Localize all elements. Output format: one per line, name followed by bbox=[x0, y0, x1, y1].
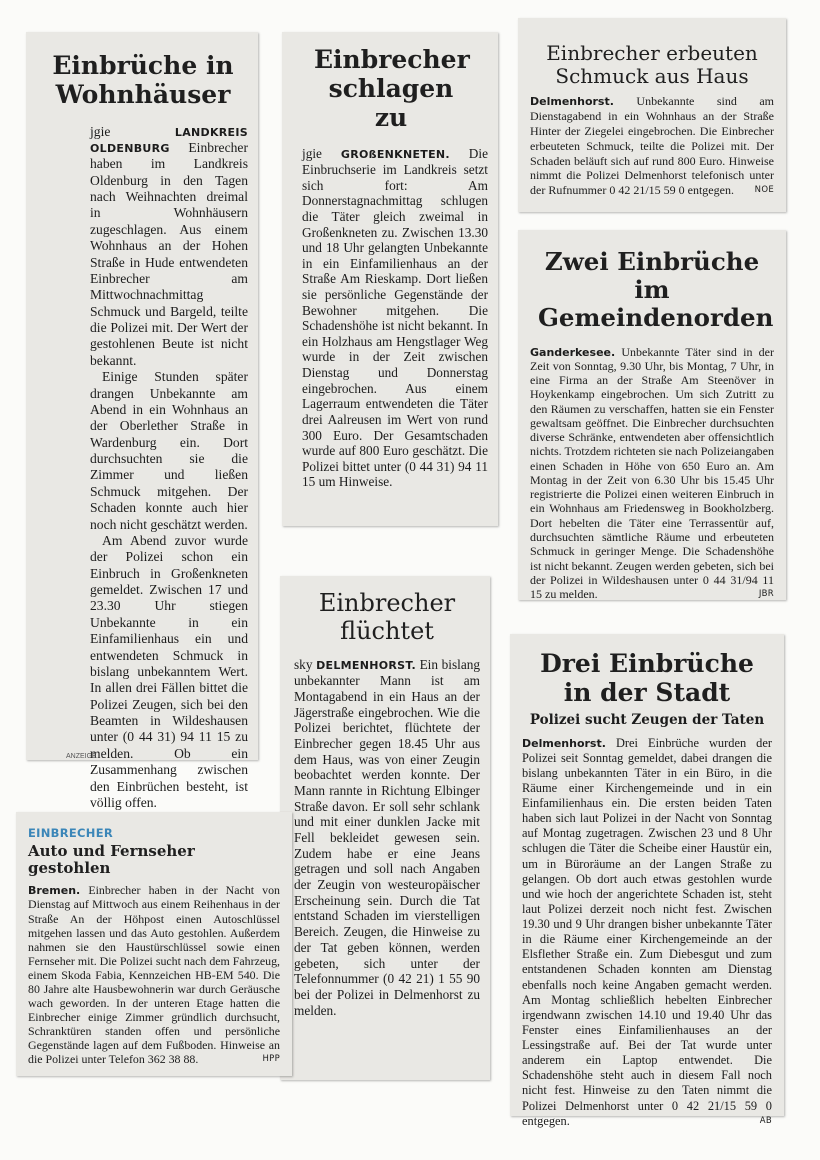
paragraph: Drei Einbrüche wurden der Polizei seit Sonntag gemeldet, dabei drangen die bislang unbekannten Täter in ein Büro, in die Räume einer Kirchengemeinde und in ein Einfamilienhaus ein. Die ersten beiden Taten haben sich laut Polizei in der Nacht von Sonntag auf Montag zugetragen. Zwischen 23 und 8 Uhr schlugen die Täter die Scheibe einer Haustür ein, um in Büroräume an der Langen Straße zu gelangen. Ob dort auch etwas gestohlen wurde und wie hoch der angerichtete Schaden ist, steht laut Polizei derzeit noch nicht fest. Zwischen 19.30 und 9 Uhr drangen bisher unbekannte Täter in die Räume einer Kirchengemeinde an der Elsflether Straße ein. Zum Diebesgut und zum entstandenen Schaden konnten am Dienstag ebenfalls noch keine Angaben gemacht werden. Am Montag schließlich hebelten Einbrecher irgendwann zwischen 14.10 und 19.40 Uhr das Fenster eines Einfamilienhauses an der Lessingstraße auf. Bei der Tat wurde unter anderem ein Laptop entwendet. Die Schadenshöhe steht auch in diesem Fall noch nicht fest. Hinweise zu den Taten nimmt die Polizei Delmenhorst unter 0 42 21/15 59 0 entgegen. bbox=[522, 735, 772, 1128]
paragraph: Ein bislang unbekannter Mann ist am Montagabend in ein Haus an der Jägerstraße eingebrochen. Wie die Polizei berichtet, flüchtete der Einbrecher gegen 18.45 Uhr aus dem Haus, was von einer Zeugin beobachtet werden konnte. Der Mann rannte in Richtung Elbinger Straße davon. Er soll sehr schlank und mit einer dunklen Jacke mit Fell bekleidet gewesen sein. Zudem habe er eine Jeans getragen und soll nach Angaben der Zeugin von westeuropäischer Erscheinung sein. Durch die Tat entstand Schaden im vierstelligen Bereich. Zeugen, die Hinweise zu der Tat geben können, werden gebeten, sich unter der Telefonnummer (0 42 21) 1 55 90 bei der Polizei in Delmenhorst zu melden. bbox=[294, 657, 481, 1018]
clipping-headline: Einbrecher schlagen zu bbox=[314, 45, 470, 132]
dateline: Delmenhorst. bbox=[530, 95, 614, 108]
clipping-body bbox=[28, 883, 280, 1067]
clipping-einbrueche-wohnhaeuser bbox=[26, 32, 258, 810]
clipping-einbrecher-schlagen-zu bbox=[282, 32, 498, 526]
author-initials: JBR bbox=[758, 589, 774, 600]
clipping-drei-einbrueche bbox=[510, 634, 784, 1128]
clipping-subtitle: Polizei sucht Zeugen der Taten bbox=[529, 711, 765, 728]
author-initials: AB bbox=[759, 1115, 772, 1126]
author-tag: jgie bbox=[90, 123, 111, 139]
paragraph: Unbekannte sind am Dienstagabend in ein Wohnhaus an der Straße Hinter der Ziegelei eingebrochen. Die Einbrecher erbeuteten Schmuck, teilte die Polizei mit. Der Schaden beläuft sich auf rund 800 Euro. Hinweise nimmt die Polizei Delmenhorst telefonisch unter der Rufnummer 0 42 21/15 59 0 entgegen. bbox=[530, 94, 774, 198]
clipping-body bbox=[294, 657, 480, 1018]
clipping-body bbox=[530, 345, 774, 602]
clipping-headline: Zwei Einbrüche im Gemeindenorden bbox=[538, 247, 774, 333]
clipping-body bbox=[38, 124, 248, 812]
dateline: LANDKREIS OLDENBURG bbox=[90, 125, 248, 155]
author-initials: HPP bbox=[262, 1053, 280, 1064]
clipping-body bbox=[294, 146, 488, 490]
paragraph: Am Abend zuvor wurde der Polizei schon ein Einbruch in Großenkneten gemeldet. Zwischen 17 und 23.30 Uhr stiegen Unbekannte in ein Einfamilienhaus ein und entwendeten Schmuck in bislang unbekanntem Wert. In allen drei Fällen bittet die Polizei Zeugen, sich bei den Beamten in Wildeshausen unter (0 44 31) 94 11 15 zu melden. Ob ein Zusammenhang zwischen den Einbrüchen besteht, ist völlig offen. bbox=[90, 532, 248, 810]
clipping-headline: Einbrüche in Wohnhäuser bbox=[52, 51, 234, 109]
dateline: GROßENKNETEN. bbox=[340, 148, 450, 162]
clipping-headline: Auto und Fernseher gestohlen bbox=[28, 842, 195, 878]
topic-label: EINBRECHER bbox=[28, 826, 114, 840]
clipping-headline: Einbrecher flüchtet bbox=[318, 589, 456, 645]
clipping-body bbox=[522, 736, 772, 1129]
clipping-body bbox=[530, 94, 774, 198]
paragraph: Unbekannte Täter sind in der Zeit von Sonntag, 9.30 Uhr, bis Montag, 7 Uhr, in eine Firma an der Straße Am Steenöver in Hoykenkamp eingebrochen. Um sich Zutritt zu den Räumen zu verschaffen, hatten sie ein Fenster gewaltsam geöffnet. Die Einbrecher durchsuchten diverse Schränke, entwendeten aber offensichtlich nichts. Trotzdem richteten sie nach Polizeiangaben einen Schaden in Höhe von 650 Euro an. Am Montag in der Zeit von 6.30 Uhr bis 15.45 Uhr registrierte die Polizei einen weiteren Einbruch in ein Wohnhaus am Friedensweg in Bookholzberg. Dort hebelten die Täter eine Terrassentür auf, durchsuchten sämtliche Räume und erbeuteten Schmuck in geringer Menge. Die Schadenshöhe ist nicht bekannt. Zeugen werden gebeten, sich bei der Polizei in Wildeshausen unter 0 44 31/94 11 15 zu melden. bbox=[530, 344, 774, 602]
dateline: Bremen. bbox=[28, 883, 81, 897]
clipping-schmuck-aus-haus bbox=[518, 18, 786, 212]
dateline: Delmenhorst. bbox=[522, 736, 606, 750]
clipping-headline: Einbrecher erbeuten Schmuck aus Haus bbox=[546, 41, 758, 88]
clipping-auto-fernseher bbox=[16, 812, 292, 1076]
author-initials: NOE bbox=[754, 185, 774, 196]
paragraph: Einige Stunden später drangen Unbekannte am Abend in ein Wohnhaus an der Oberlether Straße in Wardenburg ein. Dort durchsuchten sie die Zimmer und ließen Schmuck mitgehen. Der Schaden konnte auch hier noch nicht geschätzt werden. bbox=[90, 369, 248, 532]
clipping-gemeindenorden bbox=[518, 230, 786, 600]
clipping-headline: Drei Einbrüche in der Stadt bbox=[540, 649, 754, 707]
paragraph: Einbrecher haben im Landkreis Oldenburg in den Tagen nach Weihnachten dreimal in Wohnhäusern zugeschlagen. Aus einem Wohnhaus an der Hohen Straße in Hude entwendeten Einbrecher am Mittwochnachmittag Schmuck und Bargeld, teilte die Polizei mit. Der Wert der gestohlenen Beute ist nicht bekannt. bbox=[90, 139, 248, 368]
dateline: Ganderkesee. bbox=[530, 345, 616, 359]
edge-label: ANZEIGE bbox=[66, 753, 97, 760]
paragraph: Die Einbruchserie im Landkreis setzt sich fort: Am Donnerstagnachmittag schlugen die Täter gleich zweimal in Großenkneten zu. Zwischen 13.30 und 18 Uhr gelangten Unbekannte in ein Einfamilienhaus an der Straße Am Rieskamp. Dort ließen sie persönliche Gegenstände der Bewohner mitgehen. Die Schadenshöhe ist nicht bekannt. In ein Holzhaus am Hengstlager Weg wurde in der Zeit zwischen Dienstag und Donnerstag eingebrochen. Aus einem Lagerraum entwendeten die Täter drei Aalreusen im Wert von rund 300 Euro. Der Gesamtschaden wurde auf 800 Euro geschätzt. Die Polizei bittet unter (0 44 31) 94 11 15 um Hinweise. bbox=[302, 146, 488, 490]
clipping-einbrecher-fluechtet bbox=[280, 576, 490, 1080]
author-tag: jgie bbox=[302, 146, 322, 162]
dateline: DELMENHORST. bbox=[316, 659, 416, 673]
author-tag: sky bbox=[294, 657, 313, 673]
paragraph: Einbrecher haben in der Nacht von Dienstag auf Mittwoch aus einem Reihenhaus in der Straße An der Höhpost einen Autoschlüssel mitgehen lassen und das Auto gestohlen. Außerdem nahmen sie den Haustürschlüssel sowie einen Fernseher mit. Die Polizei sucht nach dem Fahrzeug, einem Skoda Fabia, Kennzeichen HB-EM 540. Die 80 Jahre alte Hausbewohnerin war durch Geräusche wach geworden. In der unteren Etage hatten die Einbrecher einige Zimmer gründlich durchsucht, Schranktüren standen offen und persönliche Gegenstände lagen auf dem Fußboden. Hinweise an die Polizei unter Telefon 362 38 88. bbox=[28, 882, 280, 1066]
